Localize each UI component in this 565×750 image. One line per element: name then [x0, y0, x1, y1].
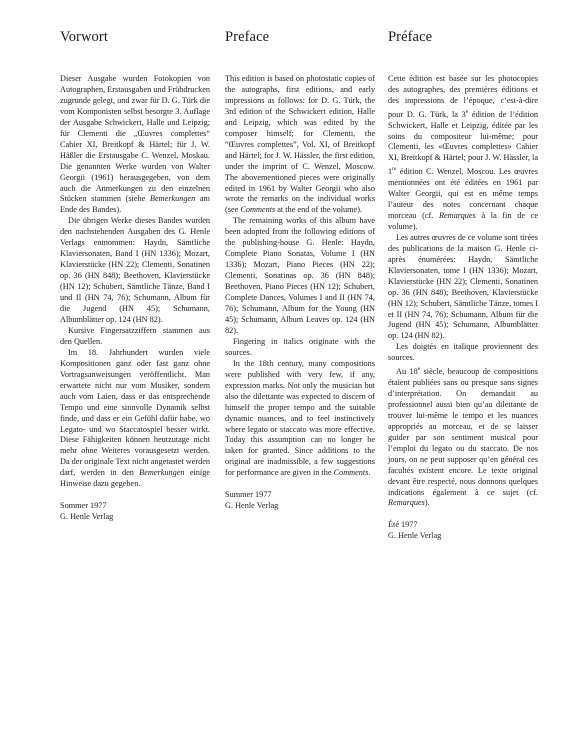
italic-term: Bemerkungen [149, 194, 196, 204]
column-body [60, 74, 210, 523]
column-body [225, 74, 375, 512]
signature-publisher: G. Henle Verlag [60, 512, 114, 522]
signature-date: Sommer 1977 [60, 501, 107, 511]
paragraph: Die übrigen Werke dieses Bandes wurden den nachstehenden Ausgaben des G. Henle Verlags entnommen: Haydn, Sämtliche Klaviersonaten, Band I (HN 1336); Mozart, Klavierstücke (HN 22); Clementi, Sonatinen op. 36 (HN 848); Beethoven, Klavierstücke (HN 12); Schubert, Sämtliche Tänze, Band I und II (HN 74, 76); Schumann, Album für die Jugend (HN 45); Schumann, Albumblätter op. 124 (HN 82). [60, 216, 210, 324]
signature [225, 490, 375, 512]
paragraph: Kursive Fingersatzziffern stammen aus den Quellen. [60, 325, 210, 346]
signature-date: Été 1977 [388, 520, 418, 530]
signature [60, 501, 210, 523]
column-body [388, 74, 538, 542]
signature-publisher: G. Henle Verlag [225, 501, 279, 511]
paragraph: In the 18th century, many compositions were published with very few, if any, expression marks. Not only the musician but also the dilettante was expected to discern of himself the proper tempo and the suitable dynamic nuances, and to feel instinctively where legato or staccato was more effective. Today this assumption can no longer be taken for granted. Since additions to the original are inadmissible, a few suggestions for performance are given in the Comments. [225, 358, 375, 478]
italic-term: Bemerkungen [139, 468, 185, 478]
paragraph: Les autres œuvres de ce volume sont tirées des publications de la maison G. Henle ci-après énumérées: Haydn, Sämtliche Klaviersonaten, tome I (HN 1336); Mozart, Klavierstücke (HN 22); Clementi, Sonatinen op. 36 (HN 848); Beethoven, Klavierstücke (HN 12); Schubert, Sämtliche Tänze, tomes I et II (HN 74, 76); Schumann, Album für die Jugend (HN 45); Schumann, Albumblätter op. 124 (HN 82). [388, 232, 538, 341]
paragraph: This edition is based on photostatic copies of the autographs, first editions, and early impressions as follows: for D. G. Türk, the 3rd edition of the Schwickert edition, Halle and Leipzig, which was edited by the composer himself; for Clementi, the “Œuvres complettes”, Vol. XI, of Breitkopf and Härtel; for J. W. Hässler, the first edition, under the imprint of C. Wenzel, Moscow. The abovementioned pieces were originally edited in 1961 by Walter Georgii who also wrote the remarks on the individual works (see Comments at the end of the volume). [225, 74, 375, 215]
paragraph: Dieser Ausgabe wurden Fotokopien von Autographen, Erstausgaben und Frühdrucken zugrunde gelegt, und zwar für D. G. Türk die vom Komponisten selbst besorgte 3. Auflage der Ausgabe Schwickert, Halle und Leipzig; für Clementi die „Œuvres complettes“ Cahier XI, Breitkopf & Härtel; für J. W. Häßler die Erstausgabe C. Wenzel, Moskau. Die genannten Werke wurden von Walter Georgii (1961) herausgegeben, von dem auch die Anmerkungen zu den einzelnen Stücken stammen (siehe Bemerkungen am Ende des Bandes). [60, 74, 210, 215]
italic-term: Remarques [388, 498, 425, 508]
paragraph: The remaining works of this album have been adopted from the following editions of the publishing-house G. Henle: Haydn, Complete Piano Sonatas, Volume I (HN 1336); Mozart, Piano Pieces (HN 22); Clementi, Sonatinas op. 36 (HN 848); Beethoven, Piano Pieces (HN 12); Schubert, Complete Dances, Volumes I and II (HN 74, 76); Schumann, Album for the Young (HN 45); Schumann, Album Leaves op. 124 (HN 82). [225, 216, 375, 335]
column-heading: Vorwort [60, 29, 108, 45]
signature-publisher: G. Henle Verlag [388, 531, 442, 541]
italic-term: Comments [333, 468, 369, 478]
italic-term: Remarques [438, 210, 476, 220]
column-heading: Preface [225, 29, 270, 45]
paragraph: Fingering in italics originate with the sources. [225, 336, 375, 357]
paragraph: Cette édition est basée sur les photocopies des autographes, des premières éditions et des impressions de l’époque, c’est-à-dire pour D. G. Türk, la 3e édition de l’édition Schwickert, Halle et Leipzig, éditée par les soins du compositeur lui-même; pour Clementi, les «Œuvres complettes» Cahier XI, Breitkopf & Härtel; pour J. W. Hässler, la 1re édition C. Wenzel, Moscou. Les œuvres mentionnées ont été éditées en 1961 par Walter Georgii, qui est en même temps l’auteur des notes concernant chaque morceau (cf. Remarques à la fin de ce volume). [388, 74, 539, 231]
italic-term: Comments [240, 205, 276, 215]
signature-date: Summer 1977 [225, 490, 272, 500]
signature [388, 520, 538, 542]
paragraph: Les doigtés en italique proviennent des sources. [388, 342, 538, 363]
paragraph: Im 18. Jahrhundert wurden viele Kompositionen ganz oder fast ganz ohne Vortragsanweisungen veröffentlicht. Man erwartete nicht nur vom Musiker, sondern auch vom Laien, dass er das entsprechende Tempo und eine sinnvolle Dynamik selbst finde, und dass er ein Gefühl dafür habe, wo Legato- und wo Staccatospiel besser wirkt. Diese Fähigkeiten können heutzutage nicht mehr ohne Weiteres vorausgesetzt werden. Da der originale Text nicht angetastet werden darf, werden in den Bemerkungen einige Hinweise dazu gegeben. [60, 347, 211, 489]
paragraph: Au 18e siècle, beaucoup de compositions étaient publiées sans ou presque sans signes d’interprétation. On demandait au professionnel aussi bien qu’au dilettante de trouver lui-même le tempo et les nuances appropriés au morceau, et de se laisser guider par son sentiment musical pour l’emploi du legato ou du staccato. De nos jours, on ne peut supposer qu’en général ces facultés existent encore. Le texte original devant être respecté, nous donnons quelques indications également à ce sujet (cf. Remarques). [388, 366, 538, 508]
column-heading: Préface [388, 29, 433, 45]
